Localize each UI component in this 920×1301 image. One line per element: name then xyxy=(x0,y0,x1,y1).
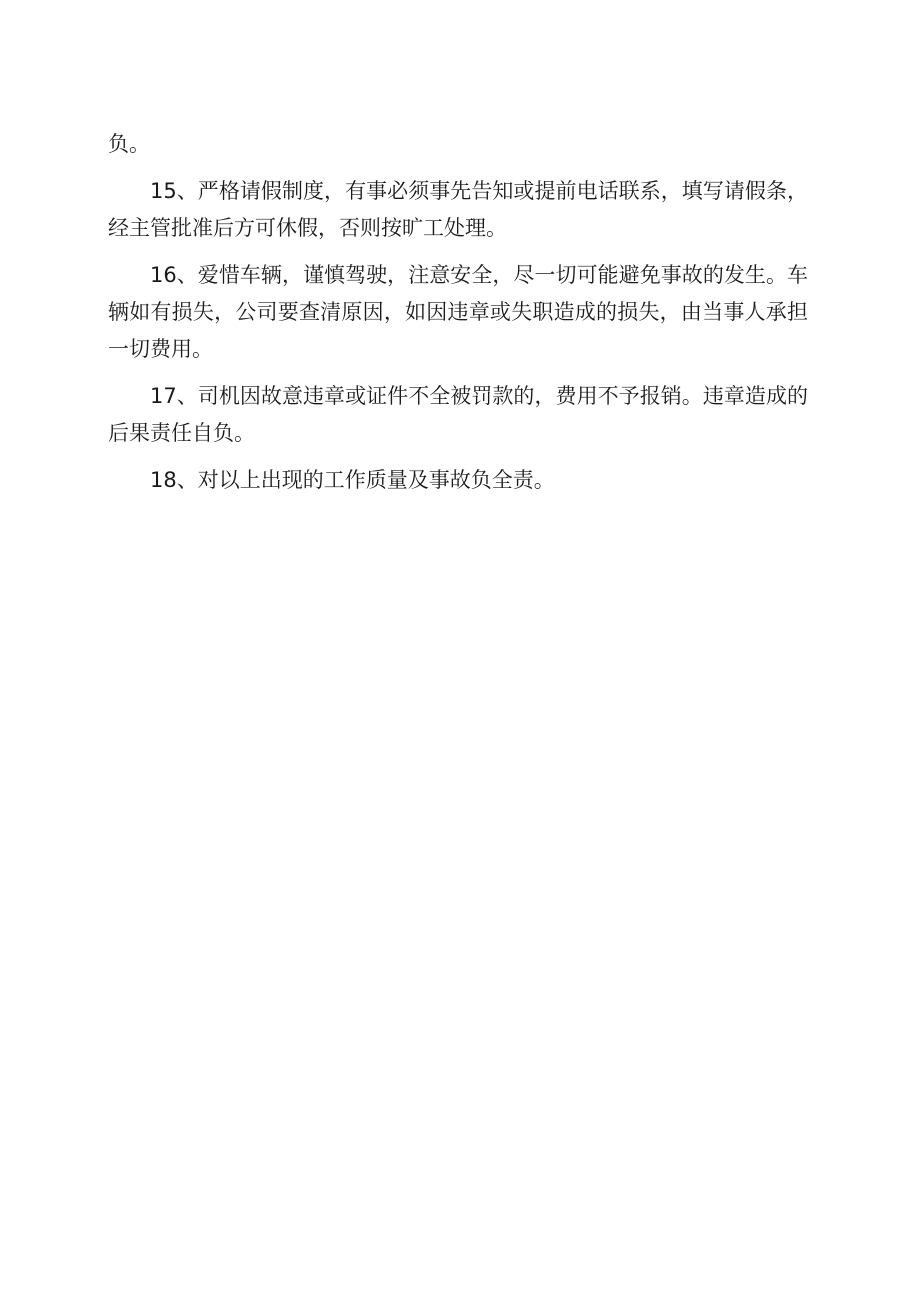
paragraph-rule-15: 15、严格请假制度，有事必须事先告知或提前电话联系，填写请假条，经主管批准后方可休假，否则按旷工处理。 xyxy=(108,179,808,240)
paragraph-rule-16: 16、爱惜车辆，谨慎驾驶，注意安全，尽一切可能避免事故的发生。车辆如有损失，公司要查清原因，如因违章或失职造成的损失，由当事人承担一切费用。 xyxy=(108,263,808,361)
document-body xyxy=(108,126,808,509)
paragraph-rule-18: 18、对以上出现的工作质量及事故负全责。 xyxy=(150,468,555,492)
paragraph-rule-17: 17、司机因故意违章或证件不全被罚款的，费用不予报销。违章造成的后果责任自负。 xyxy=(108,384,808,445)
paragraph-continuation: 负。 xyxy=(108,132,150,156)
